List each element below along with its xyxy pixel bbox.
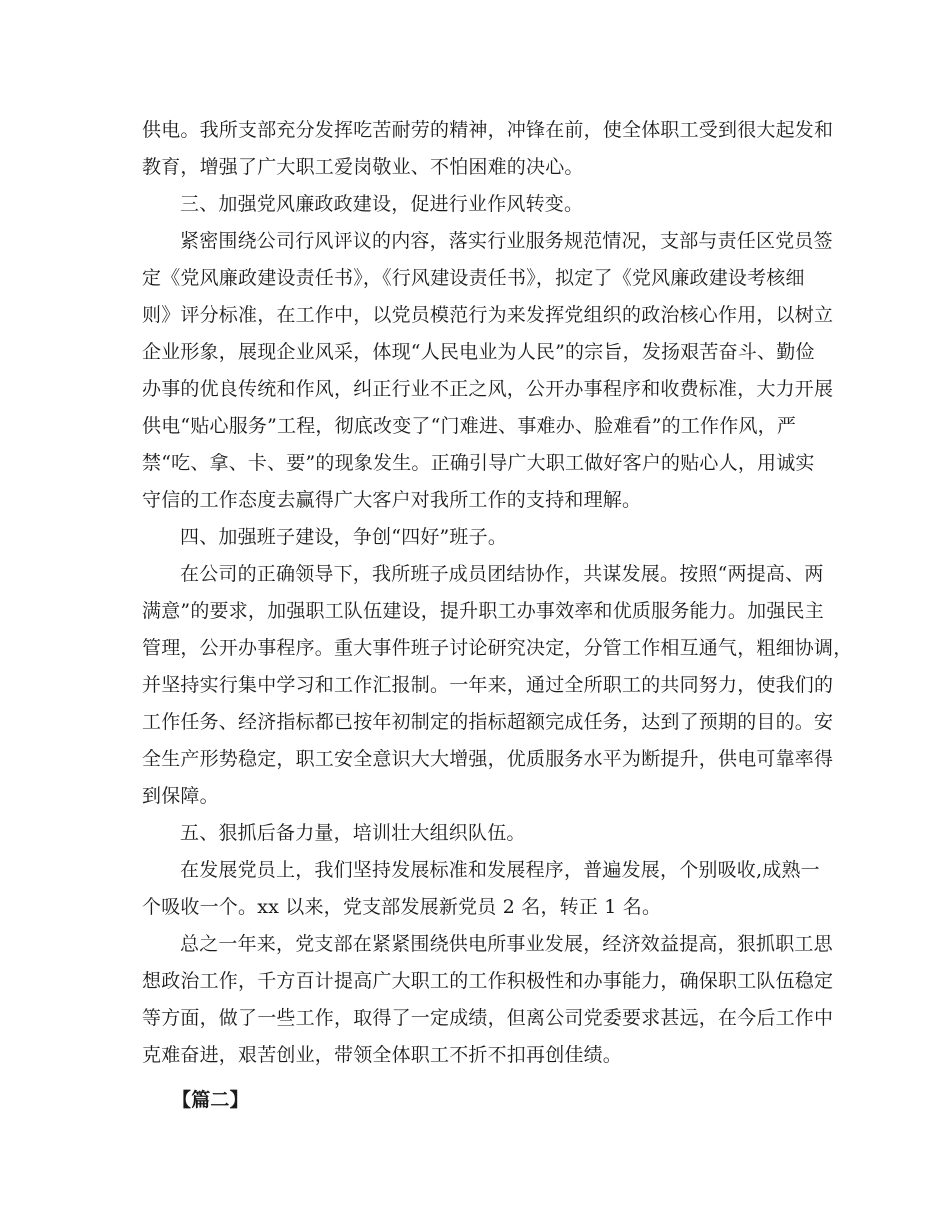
paragraph-line: 工作任务、经济指标都已按年初制定的指标超额完成任务，达到了预期的目的。安 — [142, 711, 834, 733]
paragraph-line: 供电。我所支部充分发挥吃苦耐劳的精神，冲锋在前，使全体职工受到很大起发和 — [142, 119, 834, 141]
section-heading-three: 三、加强党风廉政政建设，促进行业作风转变。 — [180, 193, 584, 215]
paragraph-line: 想政治工作，千方百计提高广大职工的工作积极性和办事能力，确保职工队伍稳定 — [142, 970, 834, 992]
paragraph-line: 在公司的正确领导下，我所班子成员团结协作，共谋发展。按照“两提高、两 — [180, 563, 824, 585]
paragraph-line: 守信的工作态度去赢得广大客户对我所工作的支持和理解。 — [142, 489, 642, 511]
paragraph-line: 供电“贴心服务”工程，彻底改变了“门难进、事难办、脸难看”的工作作风，严 — [142, 415, 797, 437]
paragraph-line: 办事的优良传统和作风，纠正行业不正之风，公开办事程序和收费标准，大力开展 — [142, 378, 834, 400]
paragraph-line: 定《党风廉政建设责任书》，《行风建设责任书》，拟定了《党风廉政建设考核细 — [142, 267, 805, 289]
paragraph-line: 个吸收一个。xx 以来，党支部发展新党员 2 名，转正 1 名。 — [142, 896, 662, 918]
paragraph-line: 并坚持实行集中学习和工作汇报制。一年来，通过全所职工的共同努力，使我们的 — [142, 674, 834, 696]
paragraph-line: 企业形象，展现企业风采，体现“人民电业为人民”的宗旨，发扬艰苦奋斗、勤俭 — [142, 341, 815, 363]
paragraph-line: 在发展党员上，我们坚持发展标准和发展程序，普遍发展，个别吸收,成熟一 — [180, 859, 820, 881]
document-body — [142, 112, 853, 1119]
paragraph-line: 紧密围绕公司行风评议的内容，落实行业服务规范情况，支部与责任区党员签 — [180, 230, 833, 252]
section-label: 【篇二】 — [172, 1089, 249, 1111]
paragraph-line: 禁“吃、拿、卡、要”的现象发生。正确引导广大职工做好客户的贴心人，用诚实 — [142, 452, 815, 474]
section-heading-four: 四、加强班子建设，争创“四好”班子。 — [180, 526, 508, 548]
paragraph-line: 全生产形势稳定，职工安全意识大大增强，优质服务水平为断提升，供电可靠率得 — [142, 748, 834, 770]
paragraph-line: 等方面，做了一些工作，取得了一定成绩，但离公司党委要求甚远，在今后工作中 — [142, 1007, 834, 1029]
paragraph-line: 到保障。 — [142, 785, 219, 807]
paragraph-line: 总之一年来，党支部在紧紧围绕供电所事业发展，经济效益提高，狠抓职工思 — [180, 933, 833, 955]
paragraph-line: 克难奋进，艰苦创业，带领全体职工不折不扣再创佳绩。 — [142, 1044, 623, 1066]
section-heading-five: 五、狠抓后备力量，培训壮大组织队伍。 — [180, 822, 526, 844]
paragraph-line: 教育，增强了广大职工爱岗敬业、不怕困难的决心。 — [142, 156, 584, 178]
paragraph-line: 满意”的要求，加强职工队伍建设，提升职工办事效率和优质服务能力。加强民主 — [142, 600, 824, 622]
paragraph-line: 管理，公开办事程序。重大事件班子讨论研究决定，分管工作相互通气，粗细协调， — [142, 637, 853, 659]
paragraph-line: 则》评分标准，在工作中，以党员模范行为来发挥党组织的政治核心作用，以树立 — [142, 304, 834, 326]
